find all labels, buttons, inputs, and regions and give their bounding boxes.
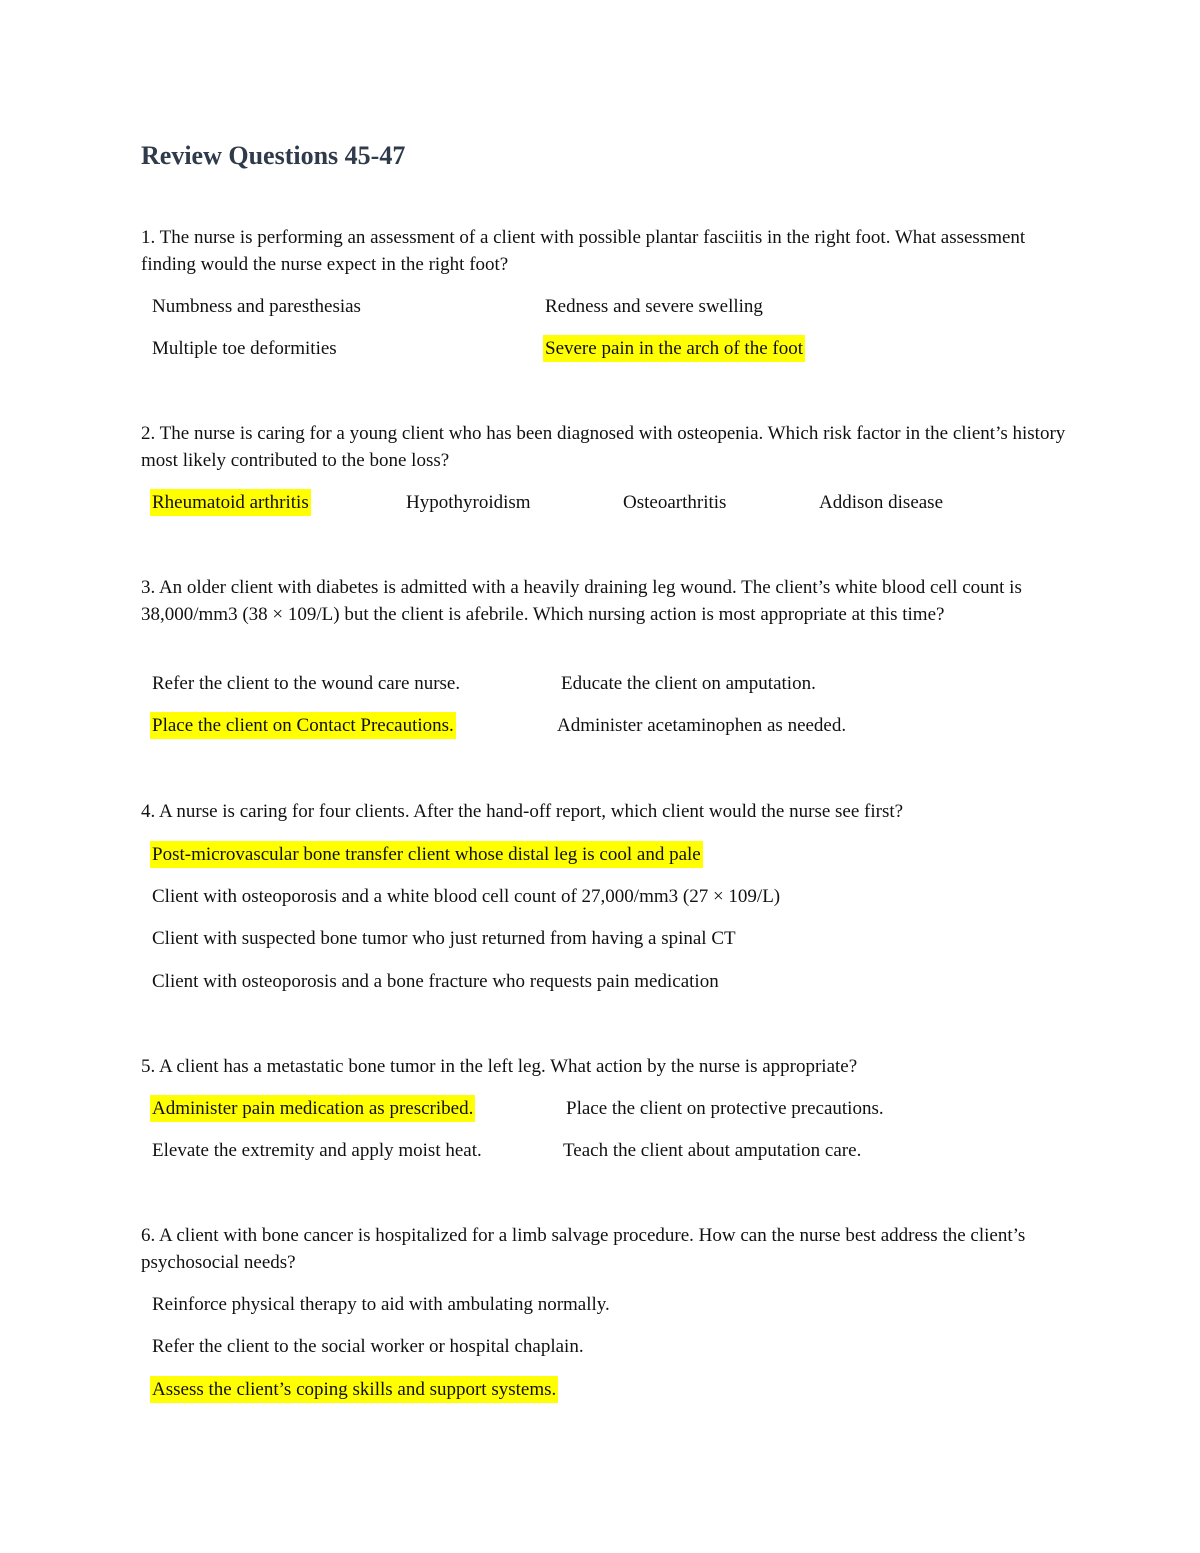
question-3-option-c-highlighted: Place the client on Contact Precautions. — [150, 712, 456, 739]
question-5-option-c: Elevate the extremity and apply moist heat. — [152, 1140, 482, 1161]
question-1-option-a: Numbness and paresthesias — [152, 296, 361, 317]
question-4-text: 4. A nurse is caring for four clients. After the hand-off report, which client would the nurse see first? — [141, 801, 904, 822]
question-3-text: 3. An older client with diabetes is admitted with a heavily draining leg wound. The client’s white blood cell count is 38,000/mm3 (38 × 109/L) but the client is afebrile. Which nursing action is most appropriate at this time? — [141, 577, 1022, 625]
question-5-option-a-highlighted: Administer pain medication as prescribed. — [150, 1095, 475, 1122]
question-4-option-a-highlighted: Post-microvascular bone transfer client whose distal leg is cool and pale — [150, 841, 703, 868]
question-6-option-b: Refer the client to the social worker or hospital chaplain. — [152, 1336, 584, 1357]
question-2-option-d: Addison disease — [819, 492, 944, 513]
question-6-text: 6. A client with bone cancer is hospitalized for a limb salvage procedure. How can the nurse best address the client’s psychosocial needs? — [141, 1225, 1026, 1273]
question-4-option-b: Client with osteoporosis and a white blood cell count of 27,000/mm3 (27 × 109/L) — [152, 886, 781, 907]
page-title: Review Questions 45-47 — [141, 141, 406, 170]
question-2-text: 2. The nurse is caring for a young client who has been diagnosed with osteopenia. Which risk factor in the client’s history most likely contributed to the bone loss? — [141, 423, 1066, 471]
question-2-option-b: Hypothyroidism — [406, 492, 531, 513]
question-2-option-a-highlighted: Rheumatoid arthritis — [150, 489, 311, 516]
question-4-option-c: Client with suspected bone tumor who just returned from having a spinal CT — [152, 928, 736, 949]
question-1-text: 1. The nurse is performing an assessment of a client with possible plantar fasciitis in the right foot. What assessment finding would the nurse expect in the right foot? — [141, 227, 1026, 275]
question-6-option-a: Reinforce physical therapy to aid with ambulating normally. — [152, 1294, 610, 1315]
question-3-option-a: Refer the client to the wound care nurse. — [152, 673, 461, 694]
question-5-option-b: Place the client on protective precautions. — [566, 1098, 884, 1119]
question-5-text: 5. A client has a metastatic bone tumor in the left leg. What action by the nurse is appropriate? — [141, 1056, 858, 1077]
question-3-option-b: Educate the client on amputation. — [561, 673, 816, 694]
question-2-option-c: Osteoarthritis — [623, 492, 727, 513]
question-6-option-c-highlighted: Assess the client’s coping skills and support systems. — [150, 1376, 558, 1403]
question-1-option-b: Redness and severe swelling — [545, 296, 763, 317]
question-1-option-c: Multiple toe deformities — [152, 338, 337, 359]
question-5-option-d: Teach the client about amputation care. — [563, 1140, 862, 1161]
question-3-option-d: Administer acetaminophen as needed. — [557, 715, 847, 736]
question-1-option-d-highlighted: Severe pain in the arch of the foot — [543, 335, 805, 362]
question-4-option-d: Client with osteoporosis and a bone fracture who requests pain medication — [152, 971, 719, 992]
